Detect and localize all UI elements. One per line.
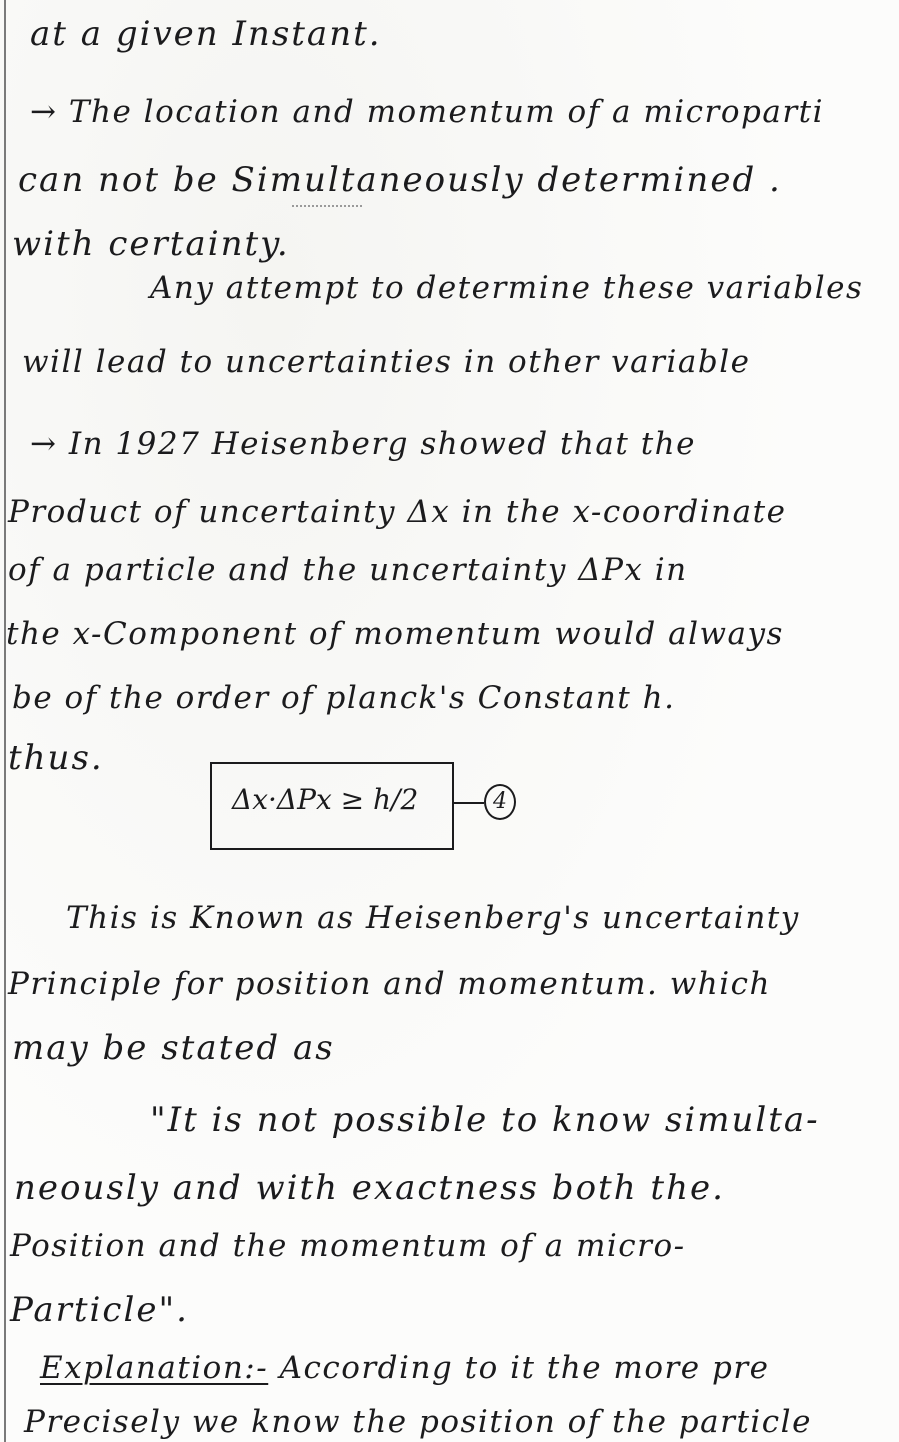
explanation-line-1 xyxy=(40,1348,770,1388)
text-line-13: This is Known as Heisenberg's uncertainty xyxy=(66,900,800,936)
margin-line xyxy=(4,0,6,1442)
text-line-10: the x-Component of momentum would always xyxy=(6,616,784,652)
explanation-line-2: Precisely we know the position of the particle xyxy=(24,1404,812,1440)
dotted-mark xyxy=(292,205,362,207)
text-line-11: be of the order of planck's Constant h. xyxy=(12,680,676,716)
text-line-19: Particle". xyxy=(10,1290,189,1330)
text-line-3: can not be Simultaneously determined . xyxy=(18,160,782,200)
text-line-17: neously and with exactness both the. xyxy=(14,1168,725,1208)
equation-number: 4 xyxy=(484,784,516,820)
text-line-18: Position and the momentum of a micro- xyxy=(10,1228,686,1264)
text-line-6: will lead to uncertainties in other variable xyxy=(22,344,751,380)
text-line-4: with certainty. xyxy=(12,224,290,264)
text-line-14: Principle for position and momentum. which xyxy=(8,966,771,1002)
text-line-2: → The location and momentum of a microparti xyxy=(30,94,825,130)
text-line-16: "It is not possible to know simulta- xyxy=(150,1100,820,1140)
text-line-15: may be stated as xyxy=(12,1028,335,1068)
explanation-label: Explanation:- xyxy=(40,1350,269,1386)
equation-connector xyxy=(454,802,484,804)
text-line-1: at a given Instant. xyxy=(30,14,382,54)
text-line-9: of a particle and the uncertainty ΔPx in xyxy=(8,552,688,588)
explanation-line-1-text: According to it the more pre xyxy=(279,1350,770,1386)
text-line-5: Any attempt to determine these variables xyxy=(150,270,864,306)
text-line-7: → In 1927 Heisenberg showed that the xyxy=(30,426,696,462)
text-line-12: thus. xyxy=(8,738,104,778)
equation-text: Δx·ΔPx ≥ h/2 xyxy=(232,783,419,816)
text-line-8: Product of uncertainty Δx in the x-coordinate xyxy=(8,494,787,530)
